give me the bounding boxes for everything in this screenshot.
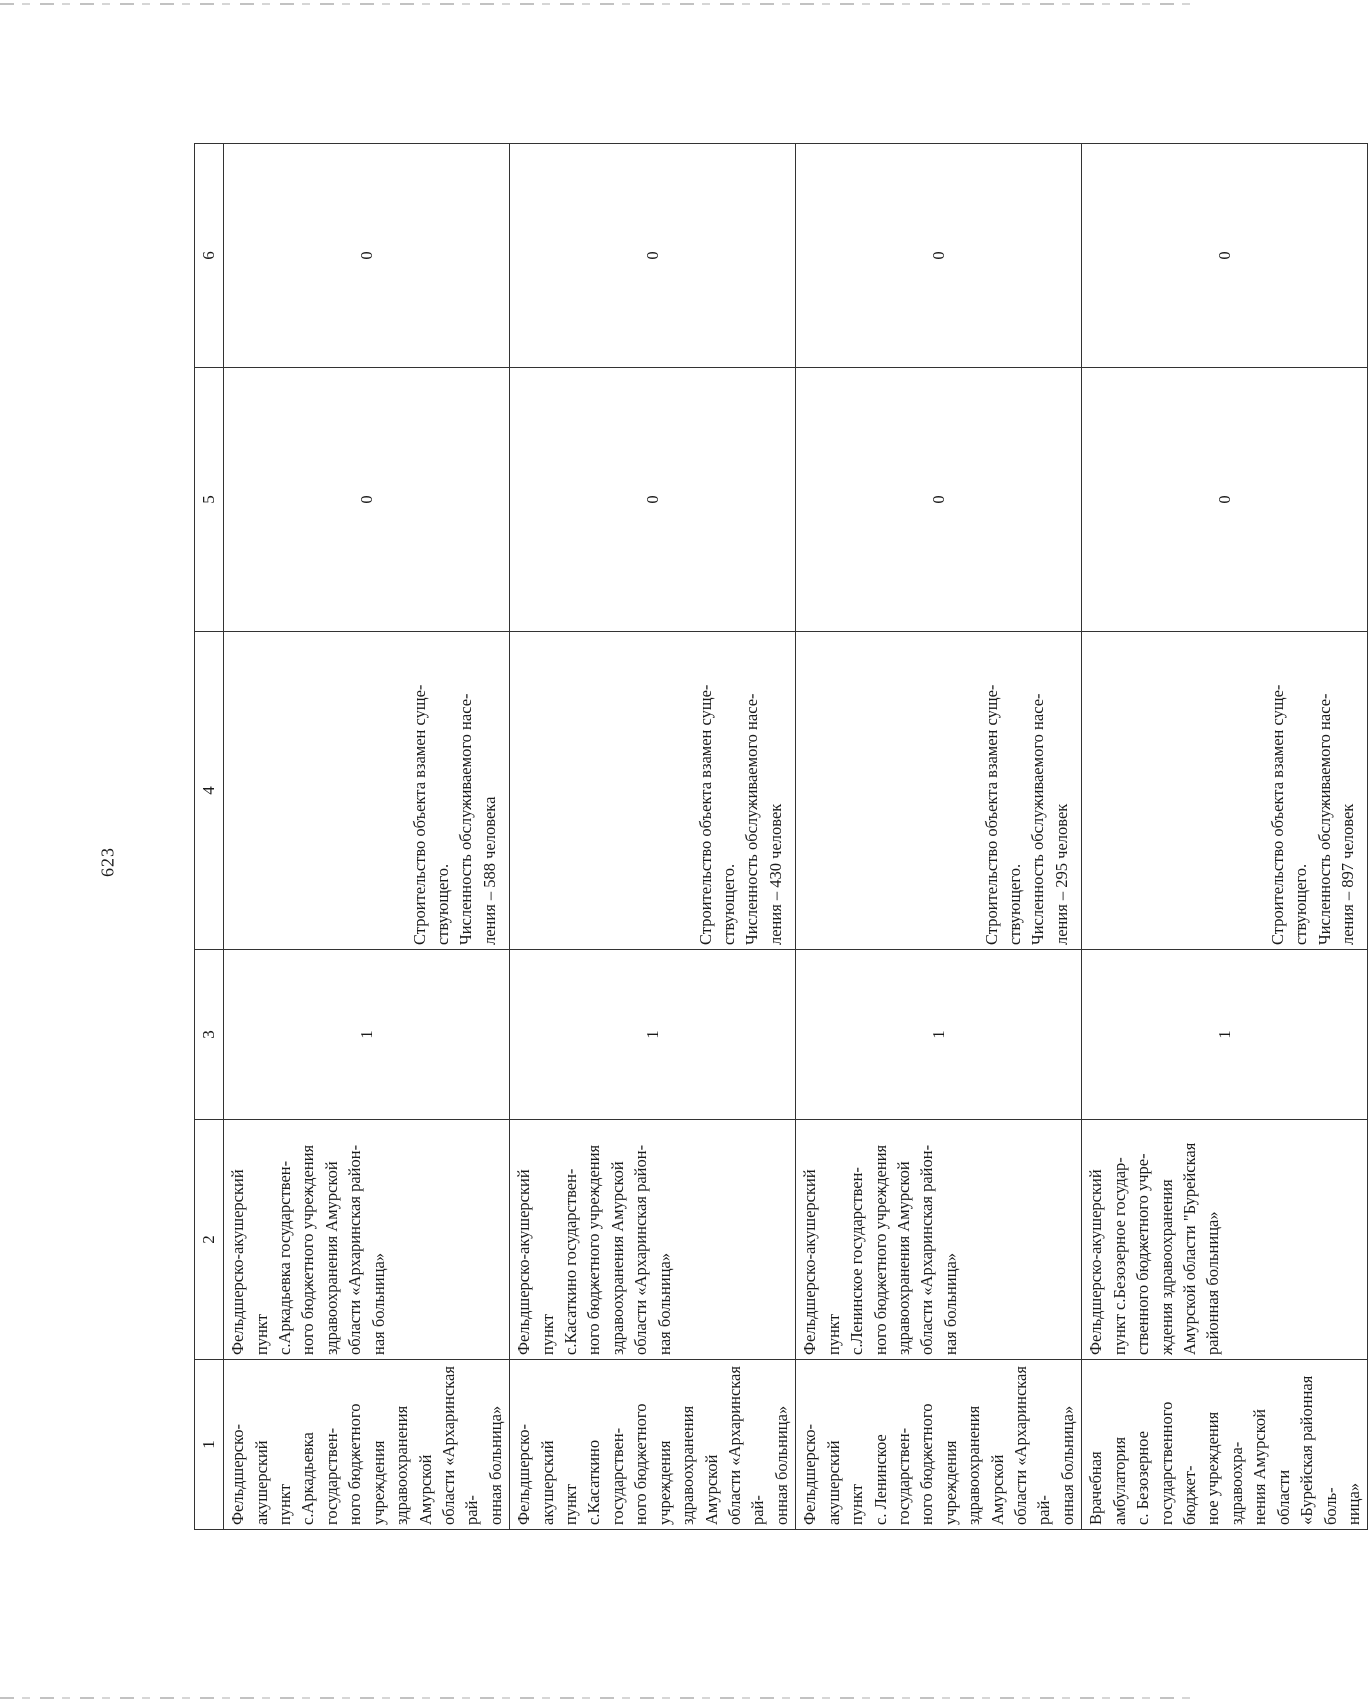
- value-cell: 0: [1082, 368, 1368, 632]
- header-cell-4: 4: [195, 632, 224, 950]
- value-cell: 0: [796, 144, 1082, 368]
- value-cell: 0: [224, 144, 510, 368]
- table-row: [796, 144, 1082, 1530]
- table-row: [224, 144, 510, 1530]
- table-header-row: [195, 144, 224, 1530]
- scan-edge-bottom: [0, 1697, 1200, 1699]
- value-cell: 0: [1082, 144, 1368, 368]
- facility-name-cell: Фельдшерско-акушерский пункт с.Ленинское государствен- ного бюджетного учреждения здравоохранения Амурской области «Архаринская район- ная больница»: [796, 1120, 1082, 1360]
- scan-edge-top: [0, 3, 1200, 5]
- facility-name-cell: Фельдшерско-акушерский пункт с.Аркадьевка государствен- ного бюджетного учреждения здравоохранения Амурской области «Архаринская рай- онная больница»: [224, 1360, 510, 1530]
- facility-name-cell: Врачебная амбулатория с. Безозерное государственного бюджет- ное учреждения здравоохра- нения Амурской области «Бурейская районная боль- ница»: [1082, 1360, 1368, 1530]
- header-cell-6: 6: [195, 144, 224, 368]
- table-row: [1082, 144, 1368, 1530]
- rotated-table-container: [194, 144, 1363, 1530]
- description-cell: Строительство объекта взамен суще- ствующего. Численность обслуживаемого насе- ления – 588 человека: [224, 632, 510, 950]
- page-number: 623: [97, 847, 118, 877]
- value-cell: 0: [796, 368, 1082, 632]
- count-cell: 1: [796, 950, 1082, 1120]
- value-cell: 0: [510, 368, 796, 632]
- facility-name-cell: Фельдшерско-акушерский пункт с.Касаткино государствен- ного бюджетного учреждения здравоохранения Амурской области «Архаринская район- ная больница»: [510, 1120, 796, 1360]
- header-cell-1: 1: [195, 1360, 224, 1530]
- count-cell: 1: [1082, 950, 1368, 1120]
- facility-name-cell: Фельдшерско-акушерский пункт с. Ленинское государствен- ного бюджетного учреждения здравоохранения Амурской области «Архаринская рай- онная больница»: [796, 1360, 1082, 1530]
- count-cell: 1: [224, 950, 510, 1120]
- description-cell: Строительство объекта взамен суще- ствующего. Численность обслуживаемого насе- ления – 430 человек: [510, 632, 796, 950]
- facility-name-cell: Фельдшерско-акушерский пункт с.Аркадьевка государствен- ного бюджетного учреждения здравоохранения Амурской области «Архаринская район- ная больница»: [224, 1120, 510, 1360]
- value-cell: 0: [224, 368, 510, 632]
- data-table: [194, 143, 1368, 1530]
- header-cell-3: 3: [195, 950, 224, 1120]
- description-cell: Строительство объекта взамен суще- ствующего. Численность обслуживаемого насе- ления – 897 человек: [1082, 632, 1368, 950]
- count-cell: 1: [510, 950, 796, 1120]
- value-cell: 0: [510, 144, 796, 368]
- header-cell-2: 2: [195, 1120, 224, 1360]
- table-row: [510, 144, 796, 1530]
- facility-name-cell: Фельдшерско-акушерский пункт с.Безозерное государ- ственного бюджетного учре- ждения здравоохранения Амурской области "Бурейская районная больница»: [1082, 1120, 1368, 1360]
- facility-name-cell: Фельдшерско-акушерский пункт с.Касаткино государствен- ного бюджетного учреждения здравоохранения Амурской области «Архаринская рай- онная больница»: [510, 1360, 796, 1530]
- description-cell: Строительство объекта взамен суще- ствующего. Численность обслуживаемого насе- ления – 295 человек: [796, 632, 1082, 950]
- header-cell-5: 5: [195, 368, 224, 632]
